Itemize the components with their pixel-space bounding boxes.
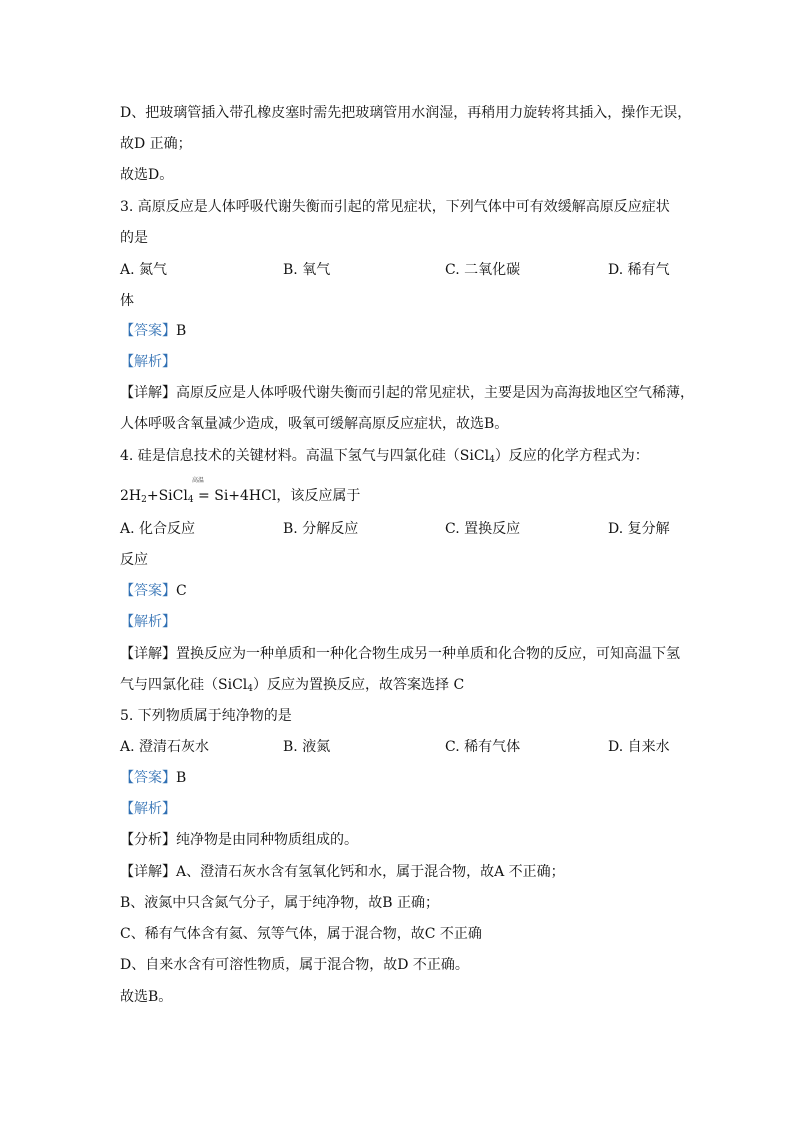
q4-option-d-wrap: 反应 — [120, 552, 148, 568]
q5-detail-c: C、稀有气体含有氦、氖等气体，属于混合物，故C 不正确 — [120, 926, 482, 942]
q4-analysis-label: 【解析】 — [120, 614, 176, 630]
q3-answer — [120, 322, 186, 340]
q4-stem: 4. 硅是信息技术的关键材料。高温下氢气与四氯化硅（SiCl$_4$）反应的化学方程式为： — [120, 448, 649, 465]
answer-label: 【答案】 — [120, 583, 176, 599]
detail-label: 【详解】 — [120, 385, 176, 401]
q5-option-d: D. 自来水 — [608, 739, 670, 755]
q2-option-d-explanation-cont: 故D 正确； — [120, 136, 192, 152]
detail-label: 【详解】 — [120, 646, 176, 662]
answer-label: 【答案】 — [120, 323, 176, 339]
answer-label: 【答案】 — [120, 770, 176, 786]
q5-stem: 5. 下列物质属于纯净物的是 — [120, 708, 292, 724]
q3-detail — [120, 384, 694, 402]
q5-option-c: C. 稀有气体 — [445, 739, 521, 755]
q3-stem-cont: 的是 — [120, 230, 148, 246]
q4-detail-cont: 气与四氯化硅（SiCl$_4$）反应为置换反应，故答案选择 C — [120, 677, 465, 694]
q3-option-d: D. 稀有气 — [608, 262, 670, 278]
q5-option-a: A. 澄清石灰水 — [120, 739, 210, 755]
q5-option-b: B. 液氮 — [283, 739, 331, 755]
q4-answer — [120, 582, 187, 600]
q5-choose: 故选B。 — [120, 989, 173, 1005]
q3-option-a: A. 氮气 — [120, 262, 168, 278]
q5-detail — [120, 863, 565, 881]
fenxi-label: 【分析】 — [120, 832, 176, 848]
q4-option-c: C. 置换反应 — [445, 521, 521, 537]
detail-label: 【详解】 — [120, 864, 176, 880]
q5-detail-d: D、自来水含有可溶性物质，属于混合物，故D 不正确。 — [120, 957, 469, 973]
answer-value: C — [176, 583, 187, 599]
answer-value: B — [176, 323, 187, 339]
detail-text: A、澄清石灰水含有氢氧化钙和水，属于混合物，故A 不正确； — [176, 864, 565, 880]
q5-fenxi — [120, 831, 358, 849]
q4-option-a: A. 化合反应 — [120, 521, 196, 537]
q3-analysis-label: 【解析】 — [120, 354, 176, 370]
q5-analysis-label: 【解析】 — [120, 801, 176, 817]
q2-choose: 故选D。 — [120, 167, 174, 183]
q5-detail-b: B、液氮中只含氮气分子，属于纯净物，故B 正确； — [120, 895, 440, 911]
q3-stem: 3. 高原反应是人体呼吸代谢失衡而引起的常见症状，下列气体中可有效缓解高原反应症状 — [120, 199, 670, 215]
detail-text: 置换反应为一种单质和一种化合物生成另一种单质和化合物的反应，可知高温下氢 — [176, 646, 680, 662]
q4-equation: $2H_2+SiCl_4 = Si+4HCl$，该反应属于 — [120, 488, 361, 505]
q3-option-c: C. 二氧化碳 — [445, 262, 521, 278]
q2-option-d-explanation: D、把玻璃管插入带孔橡皮塞时需先把玻璃管用水润湿，再稍用力旋转将其插入，操作无误， — [120, 105, 692, 121]
q3-detail-cont: 人体呼吸含氧量减少造成，吸氧可缓解高原反应症状，故选B。 — [120, 416, 509, 432]
q5-answer — [120, 769, 186, 787]
q3-option-d-wrap: 体 — [120, 293, 134, 309]
q4-detail — [120, 645, 680, 663]
q4-option-d: D. 复分解 — [608, 521, 670, 537]
reaction-condition: 高温 — [192, 477, 205, 484]
detail-text: 高原反应是人体呼吸代谢失衡而引起的常见症状，主要是因为高海拔地区空气稀薄， — [176, 385, 694, 401]
q3-option-b: B. 氧气 — [283, 262, 331, 278]
answer-value: B — [176, 770, 187, 786]
fenxi-text: 纯净物是由同种物质组成的。 — [176, 832, 358, 848]
q4-option-b: B. 分解反应 — [283, 521, 359, 537]
